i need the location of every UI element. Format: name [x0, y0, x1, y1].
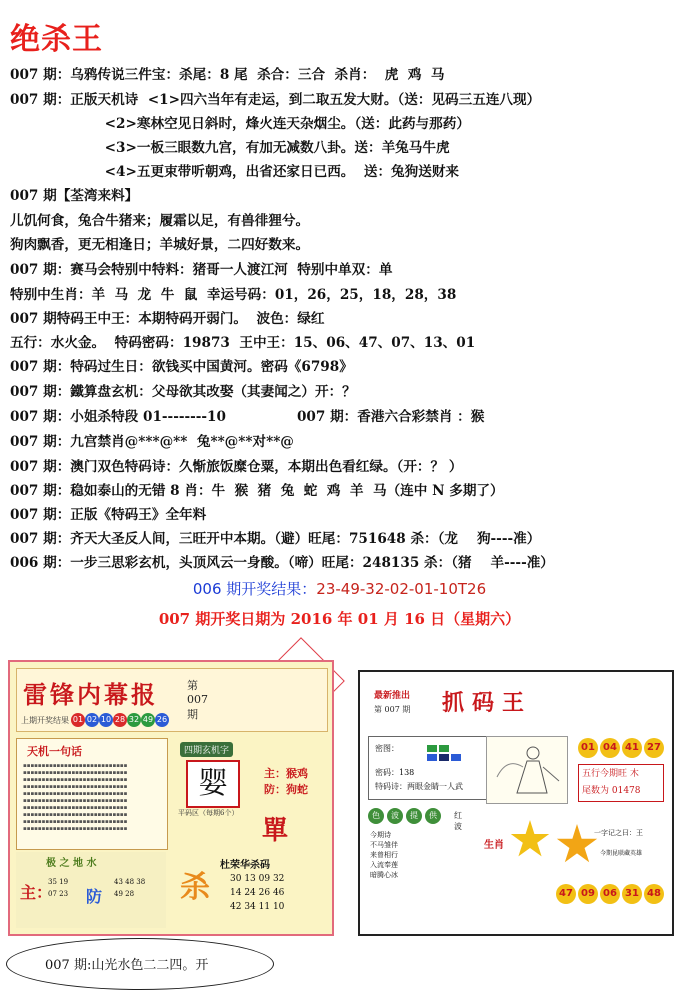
result-ball: 26 [155, 713, 169, 727]
number-ball: 27 [644, 738, 664, 758]
sha-panel [172, 852, 326, 928]
content-line: 007 期：赛马会特别中特料：猪哥一人渡江河 特别中单双：单 [10, 262, 393, 278]
content-line: 007 期：齐天大圣反人间，三旺开中本期。（避）旺尾：751648 杀：（龙 狗----准） [10, 531, 541, 547]
secret-box [368, 736, 488, 800]
left-ad-issue: 第 007 期 [187, 679, 208, 721]
sebo-chip: 波 [387, 808, 403, 824]
mi-label: 密图： [375, 744, 399, 753]
poem-line: 不马雏伴 [370, 841, 398, 849]
new-label: 最新推出 [374, 691, 411, 701]
left-ad-header [16, 668, 328, 732]
nums-a [48, 876, 68, 900]
tianji-list: ▪▪▪▪▪▪▪▪▪▪▪▪▪▪▪▪▪▪▪▪▪▪▪▪▪▪▪▪ ▪▪▪▪▪▪▪▪▪▪▪▪▪▪▪▪▪▪▪▪▪▪▪▪▪▪▪▪ ▪▪▪▪▪▪▪▪▪▪▪▪▪▪▪▪▪▪▪▪▪▪▪▪▪▪▪▪ ▪▪▪▪▪▪▪▪▪▪▪▪▪▪▪▪▪▪▪▪▪▪▪▪▪▪▪▪ ▪▪▪▪▪▪▪▪▪▪▪▪▪▪▪▪▪▪▪▪▪▪▪▪▪▪▪▪ ▪▪▪▪▪▪▪▪▪▪▪▪▪▪▪▪▪▪▪▪▪▪▪▪▪▪▪▪ ▪▪▪▪▪▪▪▪▪▪▪▪▪▪▪▪▪▪▪▪▪▪▪▪▪▪▪▪ ▪▪▪▪▪▪▪▪▪▪▪▪▪▪▪▪▪▪▪▪▪▪▪▪▪▪▪▪ ▪▪▪▪▪▪▪▪▪▪▪▪▪▪▪▪▪▪▪▪▪▪▪▪▪▪▪▪ ▪▪▪▪▪▪▪▪▪▪▪▪▪▪▪▪▪▪▪▪▪▪▪▪▪▪▪▪ [23, 763, 128, 832]
content-line: 007 期：正版《特码王》全年料 [10, 507, 207, 523]
mi-logo-icon [425, 743, 465, 763]
nums-b [114, 876, 145, 900]
last-balls [71, 713, 169, 727]
left-ad-image [8, 660, 334, 936]
content-line: 007 期：特码过生日：欲钱买中国黄河。密码《6798》 [10, 359, 353, 375]
result-numbers: 23-49-32-02-01-10T26 [316, 580, 487, 598]
right-ad-name: 抓码王 [442, 690, 533, 716]
content-line: 007 期：鐵算盘玄机：父母欲其改娶（其妻闻之）开：？ [10, 384, 356, 400]
number-ball: 06 [600, 884, 620, 904]
star-icon [556, 824, 598, 866]
bottom-balls [556, 884, 664, 904]
number-ball: 41 [622, 738, 642, 758]
content-line: 006 期：一步三思彩玄机，头顶风云一身酸。（啼）旺尾：248135 杀：（猪 羊----准） [10, 555, 554, 571]
sketch-image [486, 736, 568, 804]
result-ball: 28 [113, 713, 127, 727]
left-ad-last-results [21, 713, 169, 727]
result-label: 006 期开奖结果： [192, 580, 317, 598]
zhu-text: 主：猴鸡 [264, 767, 308, 780]
poem-label: 今期诗 [370, 831, 391, 839]
zhu-fang-panel [16, 852, 166, 928]
mima: 密码：138 [375, 768, 415, 777]
fang-text: 防：狗蛇 [264, 783, 308, 796]
number-ball: 04 [600, 738, 620, 758]
poem-block [370, 830, 398, 880]
sha-grid [230, 872, 284, 914]
content-line: 007 期特码王中王：本期特码开弱门。 波色：绿红 [10, 311, 325, 327]
content-line: <2>寒林空见日斜时，烽火连天杂烟尘。（送：此药与那药） [10, 116, 470, 132]
sha-row: 14 24 26 46 [230, 888, 285, 898]
jinqi-text: 今期昆联藏英雄 [600, 850, 643, 857]
zhu-fang [264, 766, 308, 798]
poem-line: 入流奉莲 [370, 861, 398, 869]
content-line: <3>一板三眼数九宫，有加无减数八卦。送：羊兔马牛虎 [10, 140, 450, 156]
tianji-title: 天机一句话 [27, 745, 82, 758]
dan-char: 單 [262, 816, 289, 846]
top-balls [578, 738, 664, 758]
nums-a-row: 07 23 [48, 890, 69, 898]
left-ad-name: 雷锋内幕报 [23, 681, 158, 709]
sebo-chip: 色 [368, 808, 384, 824]
last-label: 上期开奖结果 [21, 715, 69, 725]
content-line: 007 期：稳如泰山的无错 8 肖：牛 猴 猪 兔 蛇 鸡 羊 马（连中 N 多期了） [10, 483, 504, 499]
content-line: 007 期【荃湾来料】 [10, 188, 139, 204]
result-ball: 32 [127, 713, 141, 727]
sha-row: 30 13 09 32 [230, 874, 285, 884]
page-title: 绝杀王 [10, 22, 103, 57]
star-icon [510, 820, 550, 860]
weishu-line: 尾数为 01478 [582, 786, 641, 796]
content-line: 儿饥何食，兔合牛猪来；履霜以足，有兽徘狸兮。 [10, 213, 310, 229]
secret-char-panel [172, 738, 326, 848]
content-line: <4>五更束带听朝鸡，出省还家日已西。 送：兔狗送财来 [10, 164, 460, 180]
result-ball: 49 [141, 713, 155, 727]
bubble-text: 007 期:山光水色二二四。开 [45, 958, 209, 973]
content-line: 特别中生肖：羊 马 龙 牛 鼠 幸运号码：01，26，25，18，28，38 [10, 287, 457, 303]
content-line: 狗肉飘香，更无相逢日；羊城好景，二四好数来。 [10, 237, 310, 253]
wuxing-line: 五行今期旺 木 [582, 769, 639, 779]
content-line: 007 期：乌鸦传说三件宝：杀尾：8 尾 杀合：三合 杀肖： 虎 鸡 马 [10, 67, 445, 83]
right-ad-image [358, 670, 674, 936]
wuxing-box [578, 764, 664, 802]
tema-poem: 特码诗：两眼金睛一人武 [375, 782, 463, 791]
secret-char: 婴 [186, 760, 240, 808]
draw-date: 007 期开奖日期为 2016 年 01 月 16 日（星期六） [158, 610, 521, 628]
poem-line: 来曾相行 [370, 851, 398, 859]
sebo-chip: 供 [425, 808, 441, 824]
sha-big: 杀 [180, 870, 210, 905]
number-ball: 48 [644, 884, 664, 904]
secret-tag: 四期玄机字 [180, 742, 233, 757]
sebo-row [368, 808, 462, 831]
shengxiao-label: 生肖 [484, 840, 504, 851]
sebo-chip: 提 [406, 808, 422, 824]
tianji-panel [16, 738, 168, 850]
sha-title: 杜荣华杀码 [220, 860, 270, 871]
content-line: 007 期：九宫禁肖@***@** 兔**@**对**@ [10, 434, 294, 450]
content-line: 五行：水火金。 特码密码：19873 王中王：15、06、47、07、13、01 [10, 335, 476, 351]
content-line: 007 期：小姐杀特段 01--------10 007 期：香港六合彩禁肖 ：猴 [10, 409, 485, 425]
number-ball: 09 [578, 884, 598, 904]
nums-b-row: 49 28 [114, 890, 135, 898]
yizi-text: 一字记之曰：王 [594, 829, 643, 837]
sha-row: 42 34 11 10 [230, 902, 285, 912]
zhu-big: 主： [20, 883, 53, 902]
content-line: 007 期：正版天机诗 <1>四六当年有走运，到二取五发大财。（送：见码三五连八现） [10, 92, 541, 108]
result-ball: 10 [99, 713, 113, 727]
sebo-red: 红波 [454, 811, 462, 831]
pingma-label: 平码区（每期6个） [178, 809, 239, 817]
number-ball: 47 [556, 884, 576, 904]
panel3-title: 极 之 地 水 [46, 858, 97, 869]
fang-big: 防 [86, 887, 103, 906]
result-line [0, 578, 679, 599]
number-ball: 31 [622, 884, 642, 904]
speech-bubble [6, 938, 274, 990]
right-issue: 第 007 期 [374, 705, 411, 714]
poem-line: 暗腾心冰 [370, 871, 398, 879]
result-ball: 01 [71, 713, 85, 727]
nums-b-row: 43 48 38 [114, 878, 146, 886]
nums-a-row: 35 19 [48, 878, 69, 886]
result-ball: 02 [85, 713, 99, 727]
number-ball: 01 [578, 738, 598, 758]
content-line: 007 期：澳门双色特码诗：久惭旅饭糜仓粟，本期出色看红绿。（开：？ ） [10, 459, 463, 475]
